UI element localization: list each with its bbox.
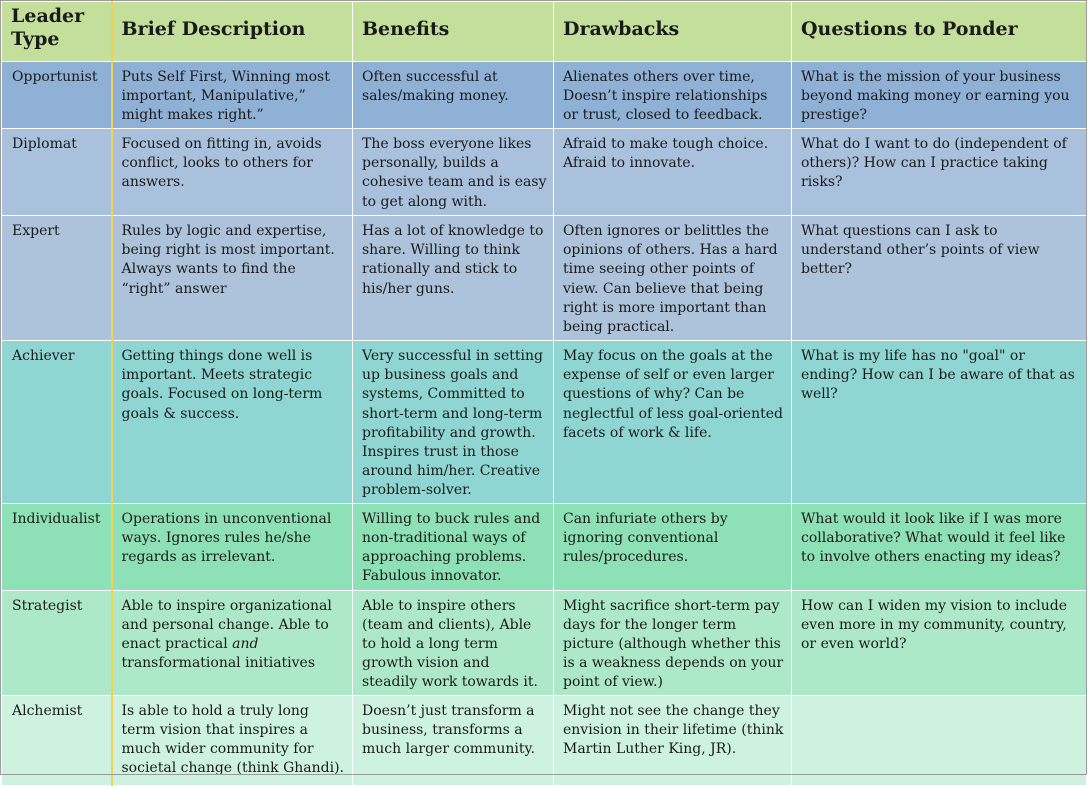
leader-type-cell: Expert — [2, 216, 112, 341]
drawbacks-cell: May focus on the goals at the expense of self or even larger questions of why? Can be neglectful of less goal-oriented facets of work & life. — [554, 341, 792, 504]
leader-type-cell: Strategist — [2, 590, 112, 695]
header-questions-to-ponder: Questions to Ponder — [792, 2, 1087, 62]
benefits-cell: Often successful at sales/making money. — [353, 62, 554, 129]
benefits-cell: Willing to buck rules and non-traditional ways of approaching problems. Fabulous innovator. — [353, 503, 554, 590]
questions-cell: What do I want to do (independent of others)? How can I practice taking risks? — [792, 129, 1087, 216]
leader-type-cell: Alchemist — [2, 695, 112, 785]
benefits-cell: Has a lot of knowledge to share. Willing to think rationally and stick to his/her guns. — [353, 216, 554, 341]
description-emphasis: and — [232, 636, 259, 653]
description-cell: Getting things done well is important. Meets strategic goals. Focused on long-term goals & success. — [112, 341, 353, 504]
questions-cell: How can I widen my vision to include even more in my community, country, or even world? — [792, 590, 1087, 695]
description-text-part: Able to inspire organizational and personal change. Able to enact practical — [121, 597, 332, 653]
leader-type-cell: Individualist — [2, 503, 112, 590]
benefits-cell: Very successful in setting up business goals and systems, Committed to short-term and long-term profitability and growth. Inspires trust in those around him/her. Creative problem-solver. — [353, 341, 554, 504]
row-expert — [2, 216, 1087, 341]
header-leader-type: Leader Type — [2, 2, 112, 62]
benefits-cell: Able to inspire others (team and clients), Able to hold a long term growth vision and steadily work towards it. — [353, 590, 554, 695]
description-cell: Operations in unconventional ways. Ignores rules he/she regards as irrelevant. — [112, 503, 353, 590]
questions-cell: What questions can I ask to understand other’s points of view better? — [792, 216, 1087, 341]
drawbacks-cell: Often ignores or belittles the opinions of others. Has a hard time seeing other points of view. Can believe that being right is more important than being practical. — [554, 216, 792, 341]
header-row — [2, 2, 1087, 62]
header-drawbacks: Drawbacks — [554, 2, 792, 62]
questions-cell: What is my life has no "goal" or ending? How can I be aware of that as well? — [792, 341, 1087, 504]
drawbacks-cell: Afraid to make tough choice. Afraid to innovate. — [554, 129, 792, 216]
leader-types-table — [1, 1, 1087, 786]
description-cell: Is able to hold a truly long term vision that inspires a much wider community for societal change (think Ghandi). — [112, 695, 353, 785]
description-cell: Puts Self First, Winning most important, Manipulative,” might makes right.” — [112, 62, 353, 129]
questions-cell: What would it look like if I was more collaborative? What would it feel like to involve others enacting my ideas? — [792, 503, 1087, 590]
questions-cell — [792, 695, 1087, 785]
header-brief-description: Brief Description — [112, 2, 353, 62]
row-individualist — [2, 503, 1087, 590]
row-achiever — [2, 341, 1087, 504]
row-diplomat — [2, 129, 1087, 216]
benefits-cell: Doesn’t just transform a business, transforms a much larger community. — [353, 695, 554, 785]
description-cell — [112, 590, 353, 695]
leader-type-cell: Diplomat — [2, 129, 112, 216]
drawbacks-cell: Might sacrifice short-term pay days for the longer term picture (although whether this is a weakness depends on your point of view.) — [554, 590, 792, 695]
questions-cell: What is the mission of your business beyond making money or earning you prestige? — [792, 62, 1087, 129]
description-cell: Focused on fitting in, avoids conflict, looks to others for answers. — [112, 129, 353, 216]
drawbacks-cell: Can infuriate others by ignoring conventional rules/procedures. — [554, 503, 792, 590]
benefits-cell: The boss everyone likes personally, builds a cohesive team and is easy to get along with. — [353, 129, 554, 216]
row-strategist — [2, 590, 1087, 695]
leader-type-cell: Opportunist — [2, 62, 112, 129]
description-cell: Rules by logic and expertise, being right is most important. Always wants to find the “right” answer — [112, 216, 353, 341]
header-benefits: Benefits — [353, 2, 554, 62]
description-text-part: transformational initiatives — [121, 655, 316, 672]
row-opportunist — [2, 62, 1087, 129]
leader-type-cell: Achiever — [2, 341, 112, 504]
drawbacks-cell: Alienates others over time, Doesn’t inspire relationships or trust, closed to feedback. — [554, 62, 792, 129]
row-alchemist — [2, 695, 1087, 785]
drawbacks-cell: Might not see the change they envision in their lifetime (think Martin Luther King, JR). — [554, 695, 792, 785]
